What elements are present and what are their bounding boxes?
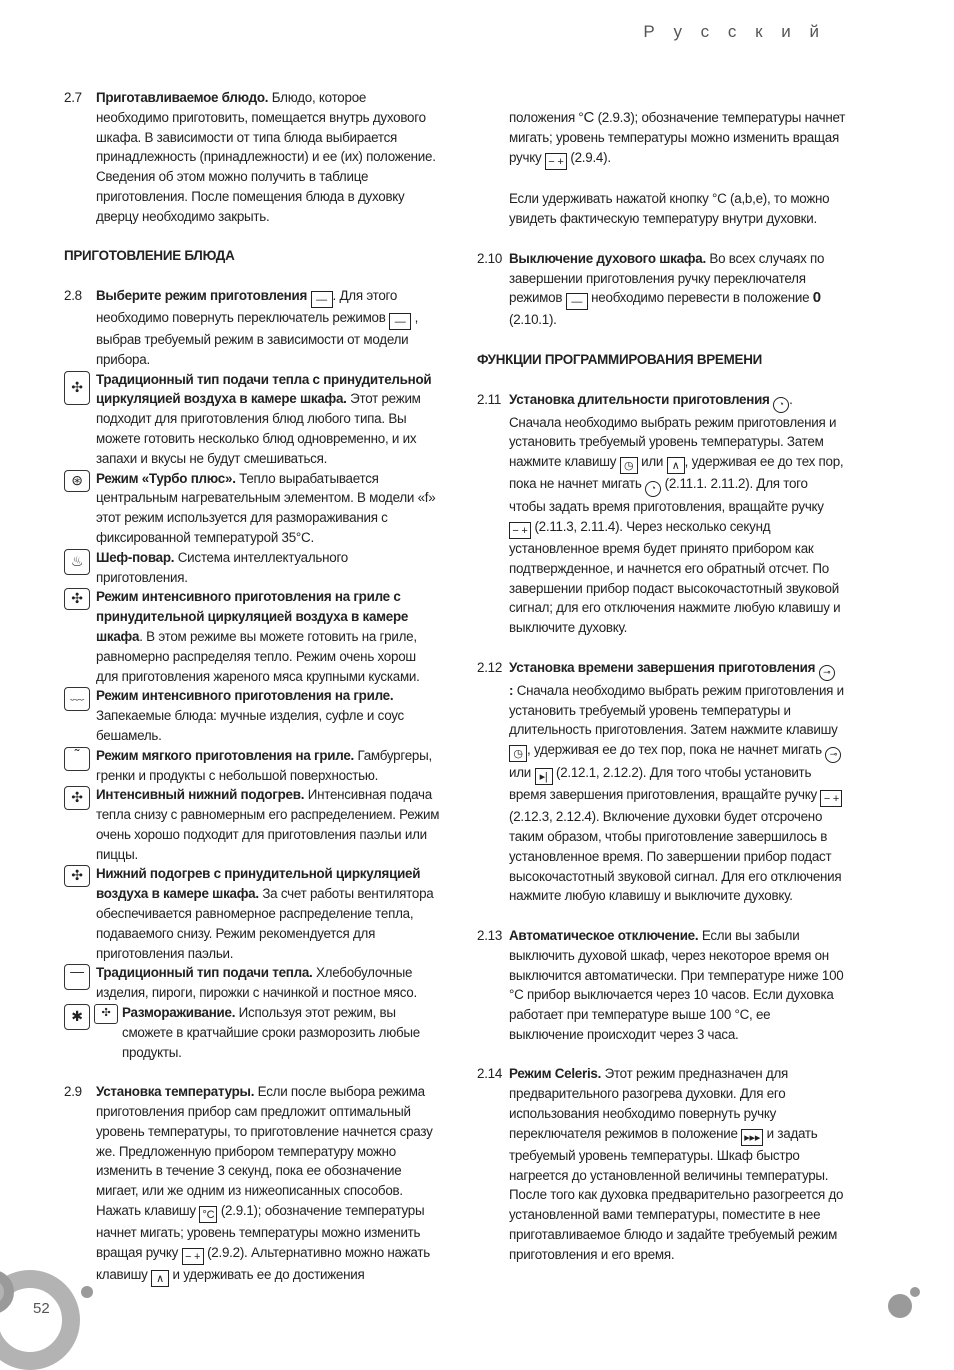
knob-minus-plus-icon: − + <box>820 790 842 807</box>
section-text: , удерживая ее до тех пор, пока не начнет мигать <box>527 742 822 758</box>
section-2-9-continued <box>477 108 847 229</box>
celeris-mode-icon: ▸▸▸ <box>741 1129 763 1146</box>
mode-bottom <box>64 785 440 864</box>
section-text: положения ° <box>509 110 584 125</box>
mode-text: Этот режим подходит для приготовления блюд любого типа. Вы можете готовить несколько блюд одновременно, и их запахи и вкусы не будут смешиваться. <box>96 391 421 466</box>
section-text: (2.9.4). <box>566 149 611 165</box>
up-arrow-key-icon: ∧ <box>667 457 685 474</box>
section-title: Установка длительности приготовления <box>509 391 770 407</box>
section-text: необходимо перевести в положение <box>587 290 810 306</box>
knob-minus-plus-icon: − + <box>545 153 567 170</box>
duration-icon: ◔ <box>773 397 789 413</box>
end-time-icon: ⊸ <box>825 747 841 763</box>
off-position-icon: 0 <box>812 289 821 307</box>
section-2-14 <box>477 1064 847 1264</box>
mode-title: Размораживание. <box>122 1005 236 1021</box>
mode-traditional <box>64 963 440 1003</box>
section-number: 2.8 <box>64 287 82 303</box>
section-title: Установка температуры. <box>96 1084 255 1100</box>
traditional-heat-icon: — <box>64 964 90 990</box>
section-text: (2.12.3, 2.12.4). Включение духовки будет отсрочено таким образом, чтобы приготовление завершилось в установленное время. По завершении прибор подаст высокочастотный звуковой сигнал. Для его отключения нажмите любую клавишу и выключите духовку. <box>509 809 842 904</box>
mode-text: . В этом режиме вы можете готовить на гриле, равномерно распределяя тепло. Режим очень хорош для приготовления жареного мяса крупными кусками. <box>96 628 420 684</box>
mode-defrost <box>64 1003 440 1062</box>
mode-selector-icon: — <box>311 291 333 308</box>
section-text: , выбрав требуемый режим в зависимости от модели прибора. <box>96 309 419 367</box>
section-2-13 <box>477 926 847 1045</box>
mode-text: Запекаемые блюда: мучные изделия, суфле и соус бешамель. <box>96 708 404 743</box>
mode-soft-grill <box>64 746 440 786</box>
mode-title: Режим интенсивного приготовления на гриле. <box>96 688 394 704</box>
section-text: или <box>637 454 664 470</box>
section-number: 2.14 <box>477 1066 503 1082</box>
section-2-11 <box>477 390 847 638</box>
heading-cooking: ПРИГОТОВЛЕНИЕ БЛЮДА <box>64 248 235 264</box>
mode-title: Шеф-повар. <box>96 549 175 565</box>
decorative-dot <box>888 1294 912 1318</box>
duration-icon: ◔ <box>645 481 661 497</box>
section-title: Приготавливаемое блюдо. <box>96 90 269 105</box>
grill-icon: ﹏ <box>64 687 90 711</box>
page-number: 52 <box>33 1300 50 1317</box>
knob-minus-plus-icon: − + <box>509 522 531 539</box>
section-text: , удерживая ее до тех пор, пока не начнет мигать <box>509 454 844 492</box>
mode-grill-fan <box>64 587 440 686</box>
section-title: Автоматическое отключение. <box>509 927 699 943</box>
section-title: Режим Celeris. <box>509 1066 602 1082</box>
section-number: 2.11 <box>477 391 502 407</box>
chef-icon: ♨ <box>64 549 90 575</box>
section-paragraph: Если удерживать нажатой кнопку °C (a,b,e), то можно увидеть фактическую температуру внутри духовки. <box>509 191 830 227</box>
right-column <box>477 108 847 1265</box>
end-time-icon: ⊸ <box>819 665 835 681</box>
section-number: 2.7 <box>64 90 82 105</box>
section-text: Если после выбора режима приготовления прибор сам предложит оптимальный уровень температуры, то приготовление начнется сразу же. Предложенную прибором температуру можно изменить в течение 3 секунд, пока ее обозначение мигает, или же одним из нижеописанных способов. Нажать клавишу <box>96 1084 433 1219</box>
section-text: (2.11.3, 2.11.4). Через несколько секунд установленное время будет принято прибором как подтвержденное, и начнется его обратный отсчет. По завершении прибор подаст высокочастотный звуковой сигнал; для его отключения нажмите любую клавишу и выключите духовку. <box>509 518 841 636</box>
mode-text: Используя этот режим, вы сможете в кратчайшие сроки разморозить любые продукты. <box>122 1005 421 1060</box>
mode-title: Интенсивный нижний подогрев. <box>96 787 305 803</box>
fan-icon: ✣ <box>64 371 90 405</box>
decorative-dot <box>81 1286 93 1298</box>
section-number: 2.9 <box>64 1084 82 1100</box>
section-text: . Для этого необходимо повернуть переключатель режимов <box>96 287 398 325</box>
section-title: Установка времени завершения приготовления <box>509 659 816 675</box>
mode-text: Система интеллектуального приготовления. <box>96 549 349 585</box>
mode-selector-icon: — <box>389 313 411 330</box>
section-2-9 <box>64 1082 440 1287</box>
section-colon: : <box>509 682 514 698</box>
left-column <box>64 88 440 1287</box>
section-2-10 <box>477 249 847 330</box>
section-text: Если вы забыли выключить духовой шкаф, через некоторое время он выключится автоматически. При температуре ниже 100 °C прибор выключается через 10 часов. Если духовка работает при температуре выше 100 °C, ее выключение происходит через 3 часа. <box>509 927 844 1042</box>
mode-title: Нижний подогрев с принудительной циркуляцией воздуха в камере шкафа. <box>96 866 421 902</box>
section-text: и задать требуемый уровень температуры. Шкаф быстро нагреется до установленной величины температуры. После того как духовка предварительно разогреется до установленной вами температуры, поместите в нее приготавливаемое блюдо и задайте требуемый режим приготовления и его время. <box>509 1125 844 1262</box>
section-text: . Сначала необходимо выбрать режим приготовления и установить требуемый уровень температуры. Затем нажмите клавишу <box>509 391 837 470</box>
section-2-8 <box>64 286 440 370</box>
clock-key-icon: ◷ <box>509 745 527 762</box>
section-text: и удерживать ее до достижения <box>169 1266 365 1282</box>
clock-key-icon: ◷ <box>620 457 638 474</box>
heading-timer: ФУНКЦИИ ПРОГРАММИРОВАНИЯ ВРЕМЕНИ <box>477 351 762 367</box>
play-key-icon: ▸| <box>535 768 553 785</box>
section-text: (2.12.1, 2.12.2). Для того чтобы установить время завершения приготовления, вращайте ручку <box>509 765 817 803</box>
section-text: (2.10.1). <box>509 312 557 328</box>
section-2-12 <box>477 658 847 906</box>
mode-title: Традиционный тип подачи тепла с принудительной циркуляцией воздуха в камере шкафа. <box>96 371 432 407</box>
mode-title: Режим интенсивного приготовления на гриле с принудительной циркуляцией воздуха в камере шкафа <box>96 589 409 644</box>
mode-text: Хлебобулочные изделия, пироги, пирожки с начинкой и постное мясо. <box>96 965 417 1001</box>
mode-title: Режим «Турбо плюс». <box>96 470 236 486</box>
thermometer-icon: C <box>583 109 595 126</box>
section-text: Блюдо, которое необходимо приготовить, помещается внутрь духового шкафа. В зависимости от типа блюда выбирается принадлежность (принадлежности) и ее (их) положение. Сведения об этом можно получить в таблице приготовления. После помещения блюда в духовку дверцу необходимо закрыть. <box>96 90 436 224</box>
section-number: 2.10 <box>477 250 503 266</box>
knob-minus-plus-icon: − + <box>182 1248 204 1265</box>
bottom-heat-icon: ✣ <box>64 786 90 810</box>
section-text: Этот режим предназначен для предварительного разогрева духовки. Для его использования необходимо повернуть ручку переключателя режимов в положение <box>509 1066 789 1141</box>
mode-fan <box>64 370 440 469</box>
mode-selector-icon: — <box>566 293 588 310</box>
section-text: Сначала необходимо выбрать режим приготовления и установить требуемый уровень температуры и длительность приготовления. Затем нажмите клавишу <box>509 682 844 738</box>
bottom-fan-icon: ✣ <box>64 865 90 887</box>
soft-grill-icon: ˜ <box>64 747 90 771</box>
section-2-7 <box>64 88 440 227</box>
mode-chef <box>64 548 440 588</box>
mode-title: Традиционный тип подачи тепла. <box>96 965 313 981</box>
grill-fan-icon: ✣ <box>64 588 90 610</box>
decorative-dot <box>910 1287 920 1297</box>
mode-title: Режим мягкого приготовления на гриле. <box>96 747 355 763</box>
mode-bottom-fan <box>64 864 440 963</box>
mode-text: Гамбургеры, гренки и продукты с небольшой поверхностью. <box>96 747 432 783</box>
defrost-fan-icon: ✣ <box>94 1004 118 1024</box>
section-text: (2.9.2). Альтернативно можно нажать клавишу <box>96 1244 430 1282</box>
turbo-fan-icon: ⊛ <box>64 470 90 492</box>
section-text: (2.11.1. 2.11.2). Для того чтобы задать время приготовления, вращайте ручку <box>509 476 824 515</box>
section-title: Выключение духового шкафа. <box>509 250 706 266</box>
mode-text: Тепло вырабатывается центральным нагревательным элементом. В модели «f» этот режим используется для размораживания с фиксированной температурой 35°C. <box>96 470 436 545</box>
section-text: (2.9.3); обозначение температуры начнет мигать; уровень температуры можно изменить вращая ручку <box>509 110 846 165</box>
mode-text: За счет работы вентилятора обеспечивается равномерное распределение тепла, подаваемого снизу. Режим рекомендуется для приготовления паэльи. <box>96 886 434 961</box>
section-title: Выберите режим приготовления <box>96 287 308 303</box>
temperature-key-icon: °C <box>199 1206 217 1223</box>
section-text: (2.9.1); обозначение температуры начнет мигать; уровень температуры можно изменить вращая ручку <box>96 1203 425 1260</box>
snowflake-icon: ✱ <box>64 1004 90 1030</box>
up-arrow-key-icon: ∧ <box>151 1270 169 1287</box>
section-number: 2.12 <box>477 659 503 675</box>
mode-grill <box>64 686 440 745</box>
language-label: Р у с с к и й <box>643 22 826 41</box>
mode-text: Интенсивная подача тепла снизу с равномерным его распределением. Режим очень хорошо подходит для приготовления паэльи или пиццы. <box>96 787 440 862</box>
section-number: 2.13 <box>477 927 503 943</box>
section-text: или <box>509 765 532 781</box>
mode-turbo <box>64 469 440 548</box>
section-text: Во всех случаях по завершении приготовления ручку переключателя режимов <box>509 250 825 306</box>
